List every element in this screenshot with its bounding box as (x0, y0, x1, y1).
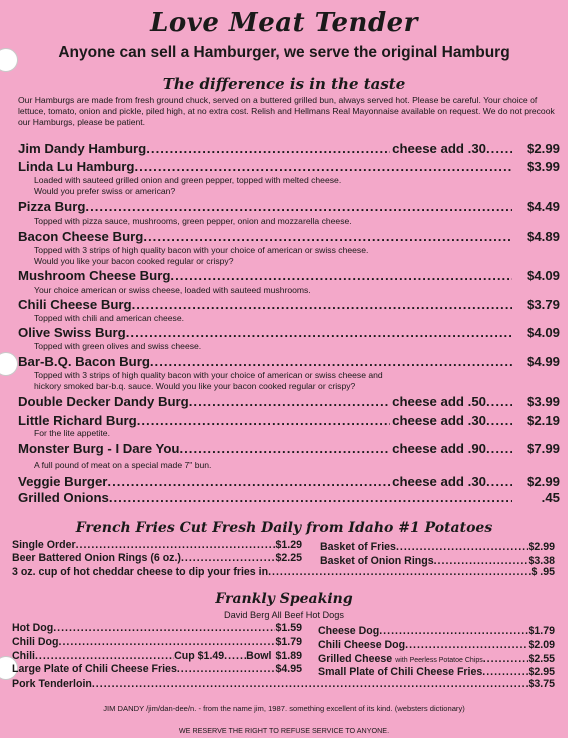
item-price: $3.79 (526, 297, 560, 312)
item-name: Single Order (12, 539, 76, 551)
item-name: Mushroom Cheese Burg (18, 268, 171, 283)
item-name: Pizza Burg (18, 199, 86, 214)
item-name: Chili Dog (12, 636, 59, 648)
item-price: $4.89 (526, 229, 560, 244)
item-name: Pork Tenderloin (12, 678, 92, 690)
hot-dog-item-grilled-cheese (318, 653, 555, 665)
item-description: A full pound of meat on a special made 7" bun. (34, 460, 212, 470)
item-price: $2.99 (526, 141, 560, 156)
item-name: Monster Burg - I Dare You (18, 441, 180, 456)
item-name: 3 oz. cup of hot cheddar cheese to dip your fries in (12, 566, 269, 578)
item-name: Jim Dandy Hamburg (18, 141, 147, 156)
item-name: Hot Dog (12, 622, 54, 634)
item-price: $ .95 (531, 566, 555, 578)
item-extra: cheese add .90 (392, 441, 486, 456)
item-price: $2.95 (528, 666, 555, 678)
menu-item-double-decker-dandy-burg (18, 394, 560, 409)
item-extra: cheese add .50 (392, 394, 486, 409)
hot-dog-item (12, 663, 302, 675)
item-extra: cheese add .30 (392, 141, 486, 156)
hot-dogs-heading: Frankly Speaking (215, 591, 353, 607)
item-extra: cheese add .30 (392, 474, 486, 489)
item-name: Basket of Fries (320, 541, 396, 553)
item-name: Little Richard Burg (18, 413, 137, 428)
item-name: Double Decker Dandy Burg (18, 394, 189, 409)
item-description: Topped with 3 strips of high quality bacon with your choice of american or swiss cheese and hickory smoked bar-b.q. sauce. Would you like your bacon cooked regular or crispy? (34, 370, 383, 391)
fries-item (320, 541, 555, 553)
item-price: $1.59 (275, 622, 302, 634)
item-price: $2.09 (528, 639, 555, 651)
item-cup-price: Cup $1.49 (174, 650, 225, 662)
jim-dandy-definition: JIM DANDY /jim/dan-dee/n. - from the name jim, 1987. something excellent of its kind. (websters dictionary) (103, 704, 465, 713)
item-name: Basket of Onion Rings (320, 555, 434, 567)
item-price: $1.79 (275, 636, 302, 648)
item-price: $1.29 (275, 539, 302, 551)
item-price: $2.19 (526, 413, 560, 428)
menu-subtitle: Anyone can sell a Hamburger, we serve the original Hamburg (58, 44, 510, 61)
menu-item-grilled-onions (18, 490, 560, 505)
item-name: Grilled Cheese (318, 653, 393, 665)
item-name: Large Plate of Chili Cheese Fries (12, 663, 177, 675)
item-price: $1.79 (528, 625, 555, 637)
menu-item-bacon-cheese-burg (18, 229, 560, 244)
item-name: Bacon Cheese Burg (18, 229, 144, 244)
item-price: $2.99 (526, 474, 560, 489)
hot-dog-item (318, 639, 555, 651)
menu-item-linda-lu-hamburg (18, 159, 560, 174)
item-price: $3.99 (526, 394, 560, 409)
hot-dog-item (318, 625, 555, 637)
hot-dog-item (318, 666, 555, 678)
menu-item-veggie-burger (18, 474, 560, 489)
hot-dogs-subheading: David Berg All Beef Hot Dogs (223, 610, 344, 620)
menu-item-mushroom-cheese-burg (18, 268, 560, 283)
item-price: $4.99 (526, 354, 560, 369)
item-description: Topped with chili and american cheese. (34, 313, 184, 323)
menu-item-pizza-burg (18, 199, 560, 214)
menu-item-bbq-bacon-burg (18, 354, 560, 369)
item-name: Bar-B.Q. Bacon Burg (18, 354, 150, 369)
item-name: Grilled Onions (18, 490, 109, 505)
item-price: $4.09 (526, 268, 560, 283)
item-price: $4.49 (526, 199, 560, 214)
item-price: $3.75 (528, 678, 555, 690)
item-name: Olive Swiss Burg (18, 325, 126, 340)
item-name: Beer Battered Onion Rings (6 oz.) (12, 552, 181, 564)
item-extra: cheese add .30 (392, 413, 486, 428)
item-description: Topped with pizza sauce, mushrooms, green pepper, onion and mozzarella cheese. (34, 216, 352, 226)
hot-dog-item (12, 678, 555, 690)
menu-item-jim-dandy-hamburg (18, 141, 560, 156)
item-name: Veggie Burger (18, 474, 108, 489)
item-bowl-label: Bowl (246, 650, 272, 662)
difference-heading: The difference is in the taste (162, 75, 406, 93)
item-name: Chili (12, 650, 35, 662)
item-description: Topped with green olives and swiss cheese. (34, 341, 202, 351)
item-price: $2.55 (528, 653, 555, 665)
item-name: Small Plate of Chili Cheese Fries (318, 666, 483, 678)
item-description: For the lite appetite. (34, 428, 110, 438)
item-price: .45 (541, 490, 560, 505)
item-price: $3.99 (526, 159, 560, 174)
menu-item-chili-cheese-burg (18, 297, 560, 312)
hot-dog-item (12, 636, 302, 648)
item-price: $2.99 (528, 541, 555, 553)
intro-paragraph: Our Hamburgs are made from fresh ground chuck, served on a buttered grilled bun, always served hot. Please be careful. Your choice of lettuce, tomato, onion and pickle, piled high, at no extra cost. Relish and Hellmans Real Mayonnaise available on request. We do not precook our Hamburgs, please be patient. (18, 95, 555, 128)
fries-heading: French Fries Cut Fresh Daily from Idaho #1 Potatoes (75, 520, 493, 536)
item-name: Chili Cheese Burg (18, 297, 132, 312)
menu-item-monster-burg (18, 441, 560, 456)
fries-item (12, 552, 302, 564)
menu-title: Love Meat Tender (150, 8, 418, 38)
menu-item-little-richard-burg (18, 413, 560, 428)
item-price: $7.99 (526, 441, 560, 456)
item-description: Topped with 3 strips of high quality bacon with your choice of american or swiss cheese. Would you like your bacon cooked regular or crispy? (34, 245, 369, 266)
item-name: Linda Lu Hamburg (18, 159, 135, 174)
hot-dog-item-chili (12, 650, 302, 662)
menu-item-olive-swiss-burg (18, 325, 560, 340)
item-name: Chili Cheese Dog (318, 639, 406, 651)
item-price: $1.89 (275, 650, 302, 662)
item-description: Loaded with sauteed grilled onion and green pepper, topped with melted cheese. Would you prefer swiss or american? (34, 175, 342, 196)
item-price: $4.09 (526, 325, 560, 340)
item-description: Your choice american or swiss cheese, loaded with sauteed mushrooms. (34, 285, 311, 295)
item-name: Cheese Dog (318, 625, 380, 637)
binder-hole (0, 352, 18, 376)
item-price: $4.95 (275, 663, 302, 675)
service-notice: WE RESERVE THE RIGHT TO REFUSE SERVICE TO ANYONE. (178, 726, 390, 735)
item-price: $2.25 (275, 552, 302, 564)
fries-item (12, 539, 302, 551)
item-note: with Peerless Potatoe Chips (395, 657, 483, 664)
hot-dog-item (12, 622, 302, 634)
fries-item-cheddar (12, 566, 555, 578)
item-price: $3.38 (528, 555, 555, 567)
